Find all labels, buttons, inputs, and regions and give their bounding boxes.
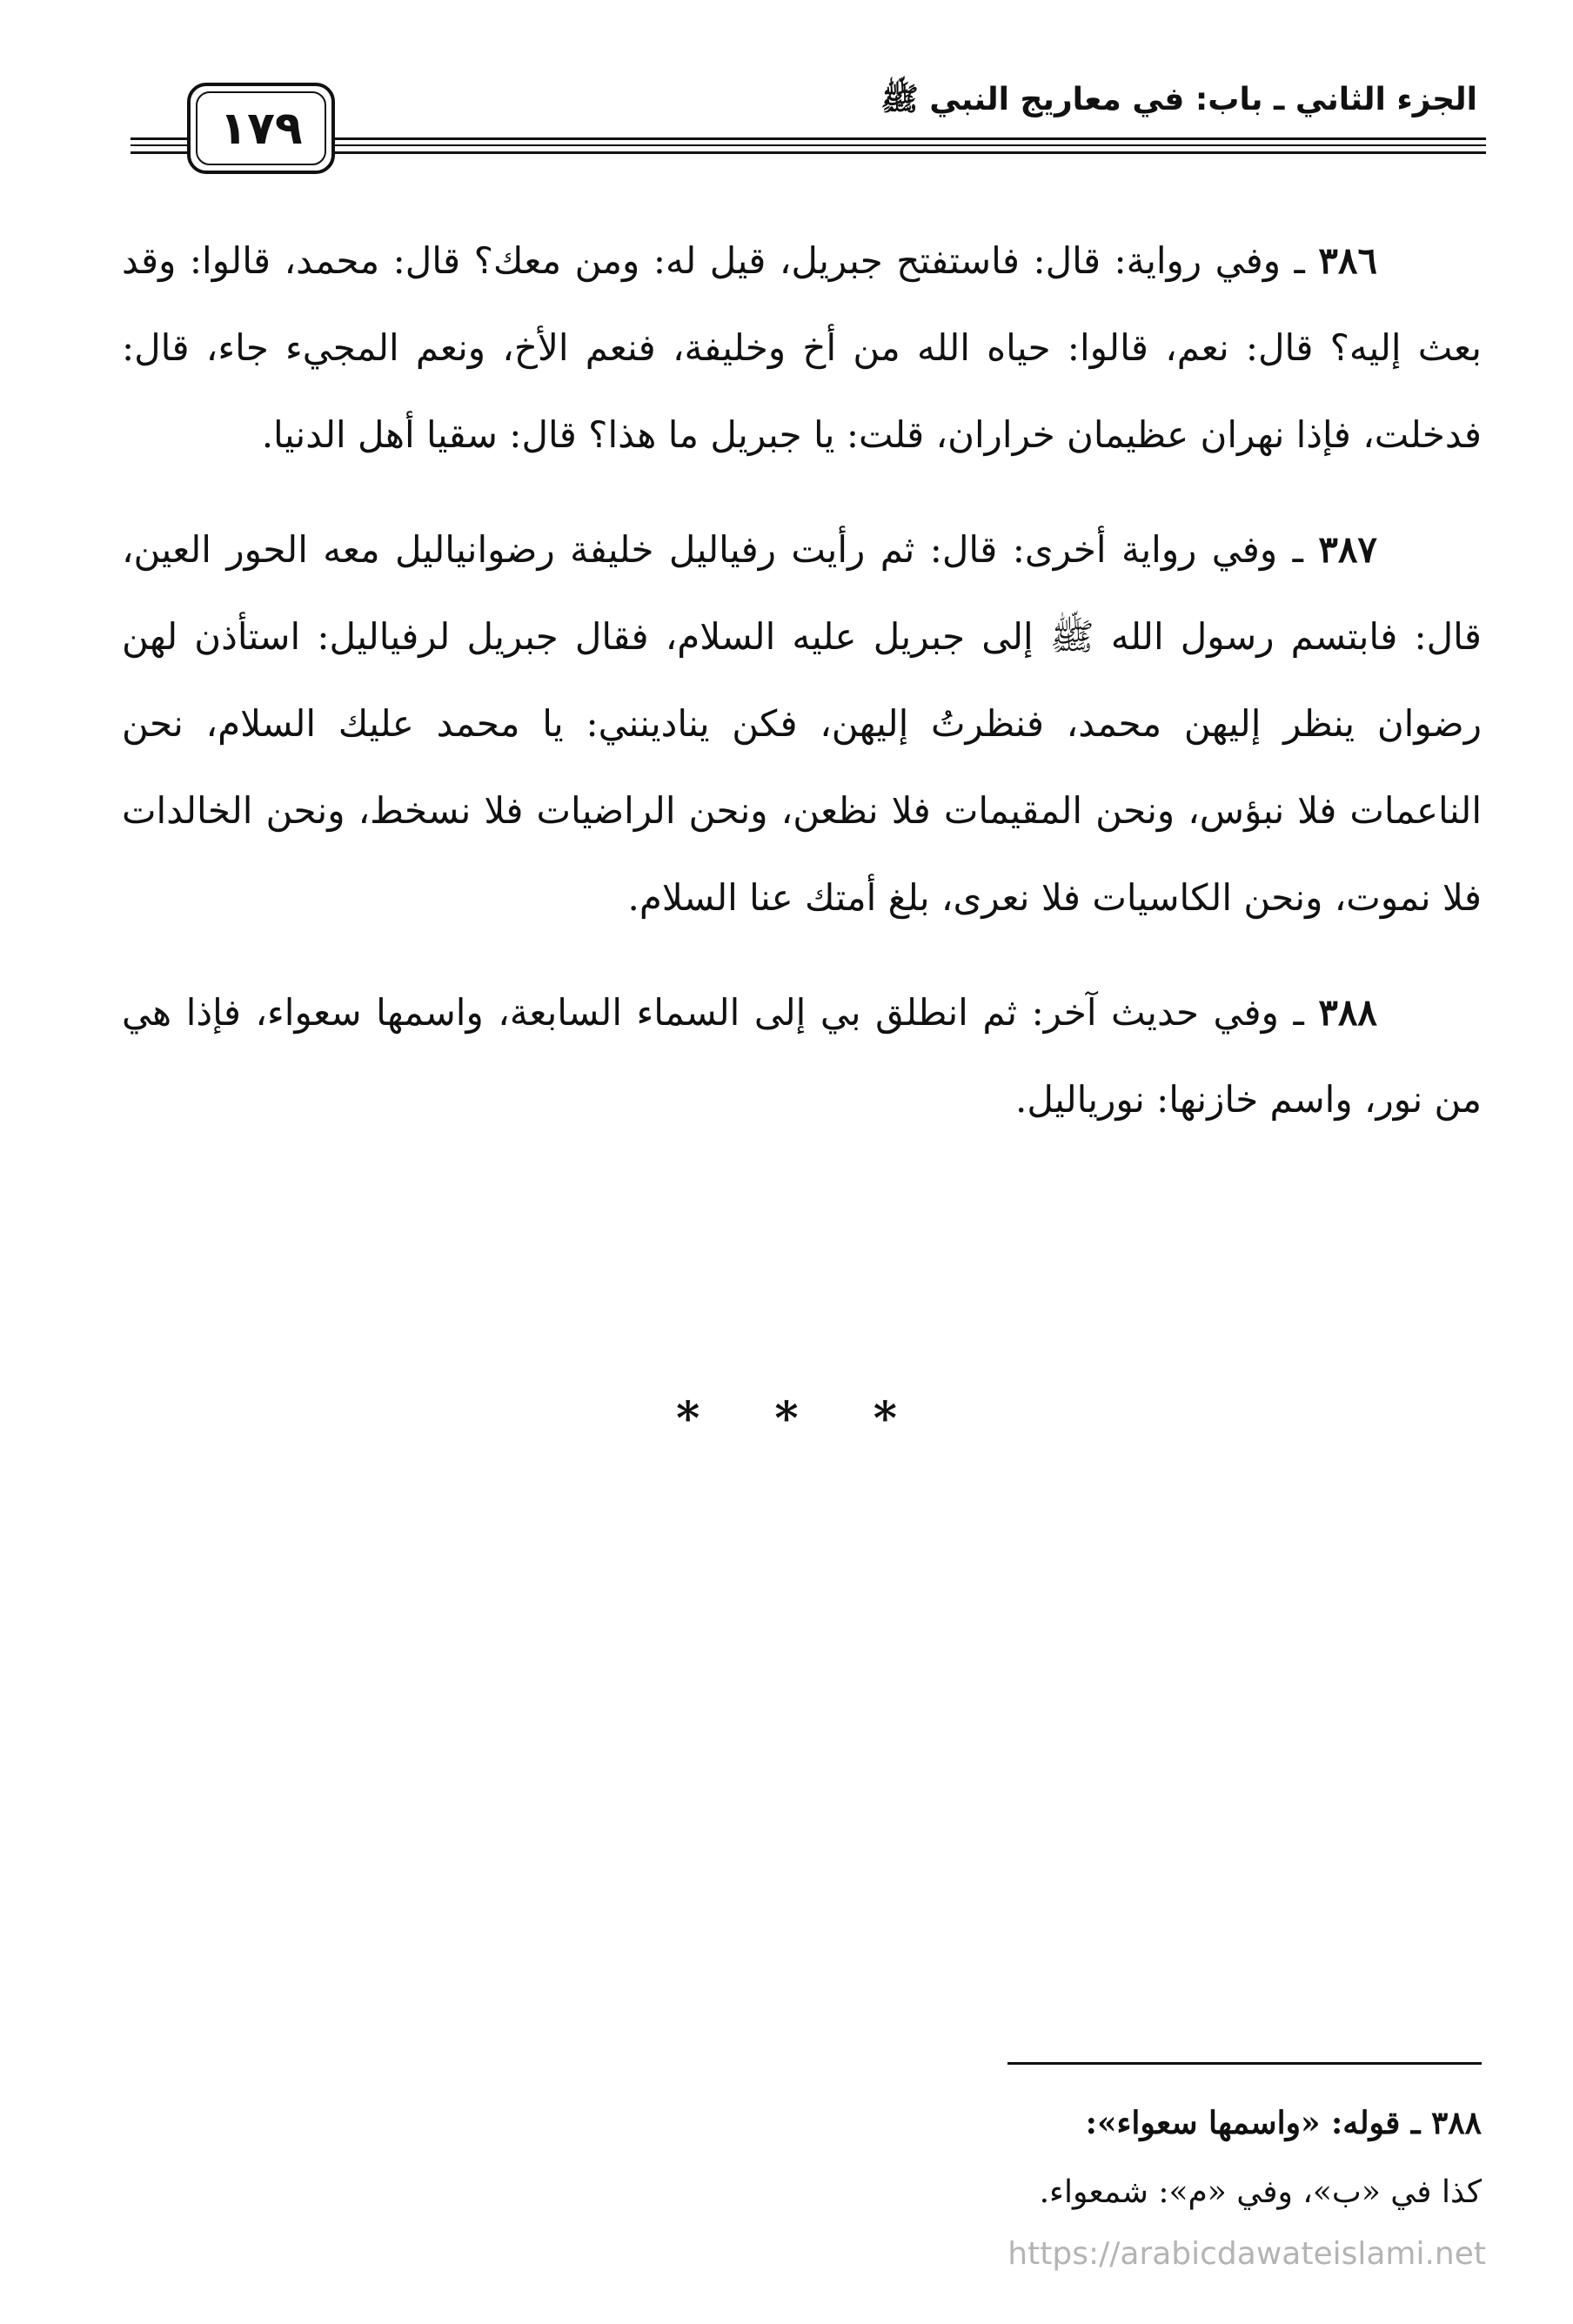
footnote-text: كذا في «ب»، وفي «م»: شمعواء.: [1039, 2174, 1482, 2210]
paragraph-388: [122, 969, 1482, 1143]
paragraph-text: ـ وفي رواية أخرى: قال: ثم رأيت رفياليل خليفة رضوانياليل معه الحور العين، قال: فابتسم رسول الله ﷺ إلى جبريل عليه السلام، فقال جبريل لرفياليل: استأذن لهن رضوان ينظر إليهن محمد، فنظرتُ إليهن، فكن ينادينني: يا محمد عليك السلام، نحن الناعمات فلا نبؤس، ونحن المقيمات فلا نظعن، ونحن الراضيات فلا نسخط، ونحن الخالدات فلا نموت، ونحن الكاسيات فلا نعرى، بلغ أمتك عنا السلام.: [122, 528, 1482, 919]
paragraph-386: [122, 218, 1482, 479]
footnote-rule: [1007, 2062, 1482, 2065]
footnotes: [522, 2088, 1482, 2227]
page-number: ١٧٩: [219, 102, 303, 155]
watermark-url: https://arabicdawateislami.net: [1007, 2236, 1486, 2272]
hadith-number: ٣٨٦: [1318, 239, 1378, 282]
section-separator: * * *: [676, 1392, 927, 1445]
footnote-heading: ٣٨٨ ـ قوله: «واسمها سعواء»:: [1085, 2105, 1482, 2141]
running-header-title: الجزء الثاني ـ باب: في معاريج النبي ﷺ: [880, 82, 1477, 117]
hadith-number: ٣٨٧: [1318, 528, 1377, 571]
hadith-number: ٣٨٨: [1318, 991, 1377, 1034]
paragraph-387: [122, 506, 1482, 941]
paragraph-text: ـ وفي حديث آخر: ثم انطلق بي إلى السماء السابعة، واسمها سعواء، فإذا هي من نور، واسم خازنها: نورياليل.: [122, 991, 1482, 1121]
main-text: [122, 218, 1482, 1171]
paragraph-text: ـ وفي رواية: قال: فاستفتح جبريل، قيل له: ومن معك؟ قال: محمد، قالوا: وقد بعث إليه؟ قال: نعم، قالوا: حياه الله من أخ وخليفة، فنعم الأخ، ونعم المجيء جاء، قال: فدخلت، فإذا نهران عظيمان خراران، قلت: يا جبريل ما هذا؟ قال: سقيا أهل الدنيا.: [122, 239, 1482, 456]
page-number-frame: [187, 83, 335, 174]
